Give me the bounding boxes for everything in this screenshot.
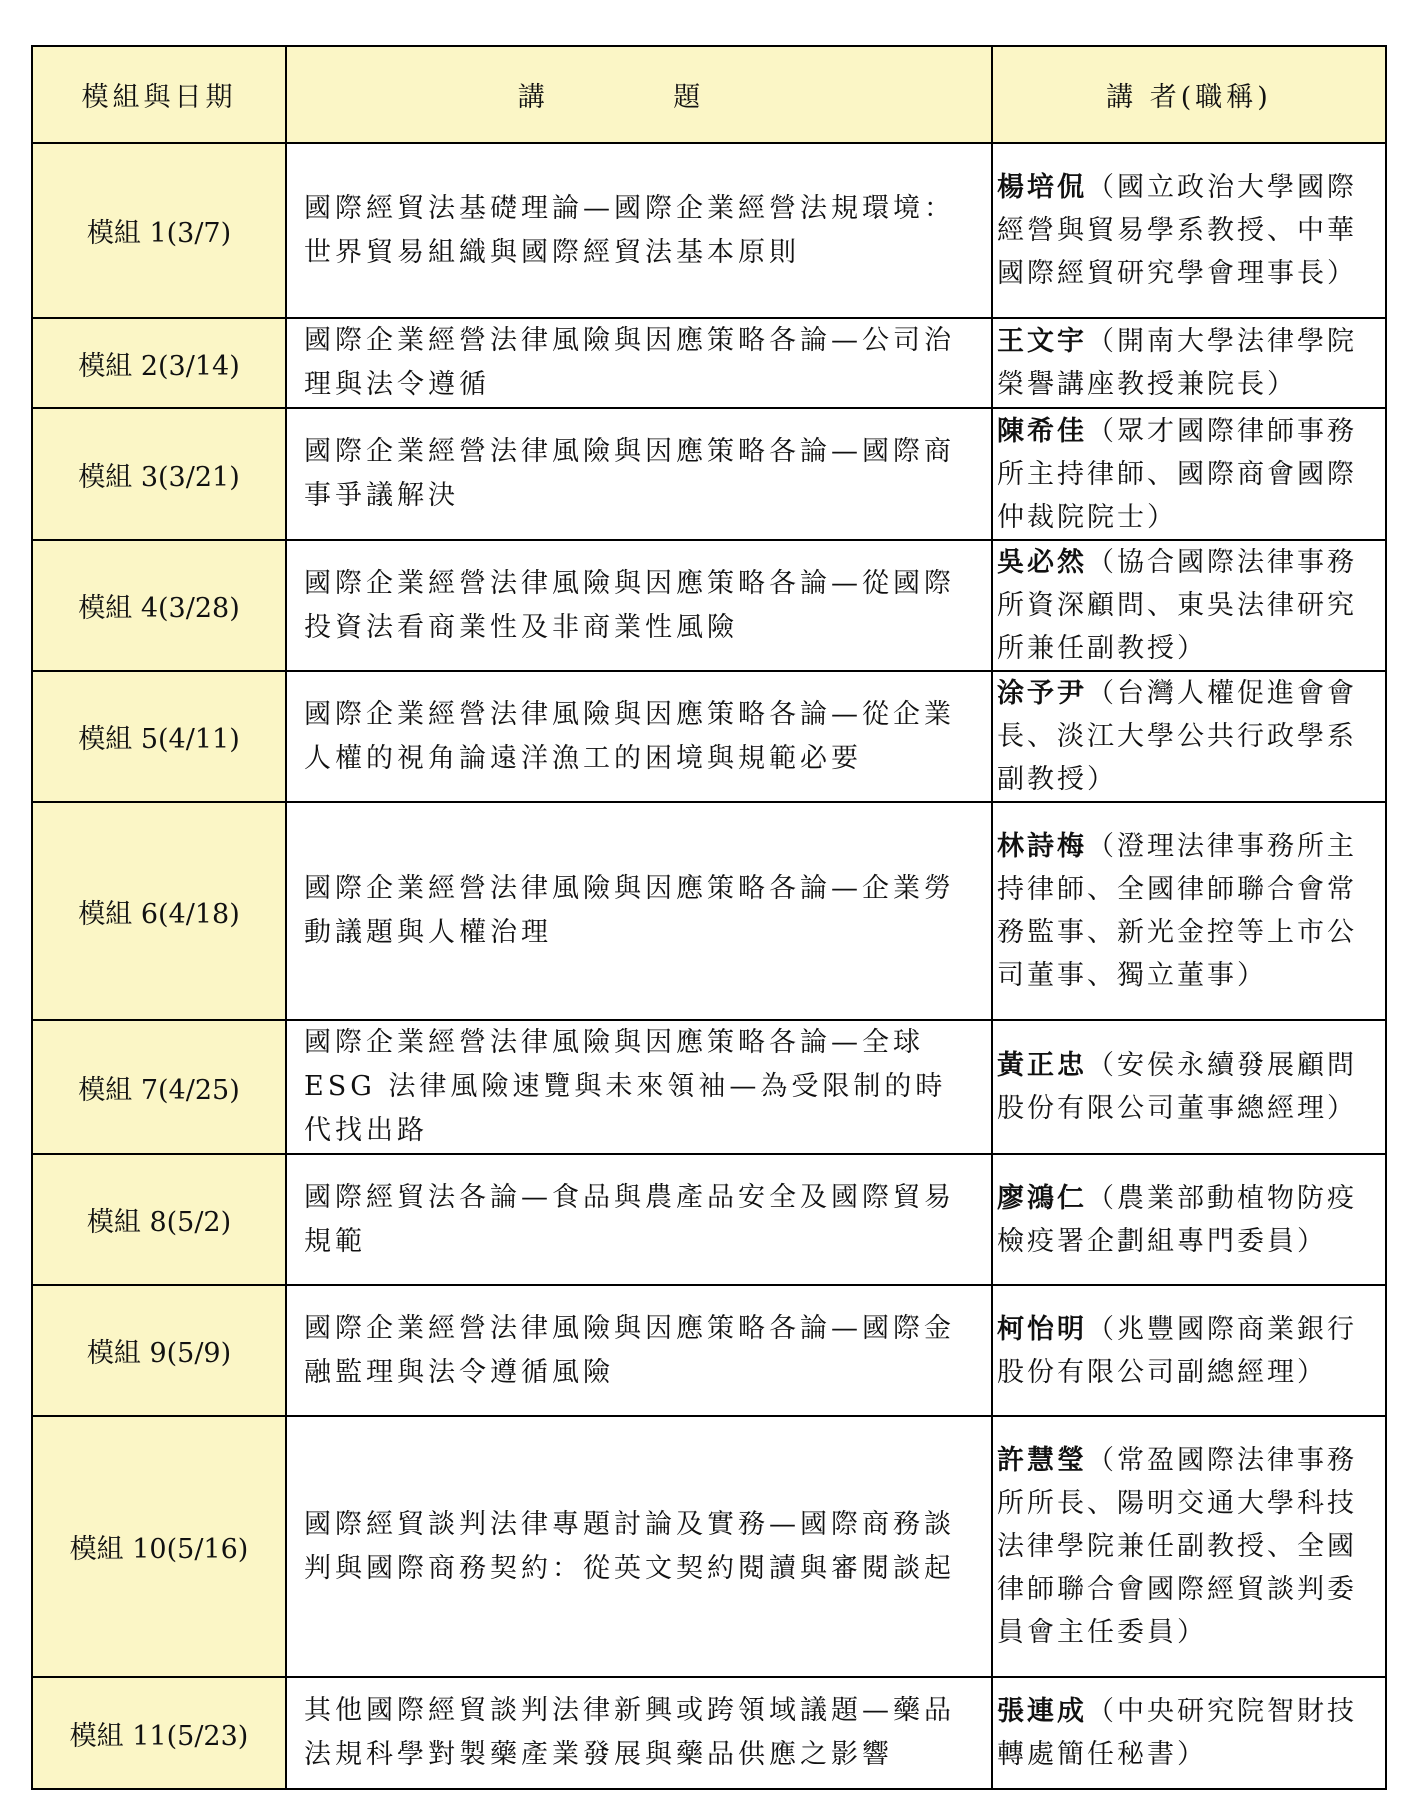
speaker-title: （開南大學法律學院榮譽講座教授兼院長）: [997, 326, 1357, 400]
table-row: [32, 1285, 1386, 1416]
topic-cell: 國際企業經營法律風險與因應策略各論—公司治理與法令遵循: [286, 318, 992, 408]
table-row: [32, 802, 1386, 1020]
table-row: [32, 408, 1386, 540]
table-row: [32, 540, 1386, 671]
speaker-name: 廖鴻仁: [997, 1182, 1087, 1214]
speaker-name: 王文宇: [997, 326, 1087, 357]
header-module: 模組與日期: [32, 46, 286, 143]
speaker-name: 陳希佳: [997, 415, 1087, 447]
speaker-name: 涂予尹: [997, 678, 1087, 709]
speaker-cell: [992, 408, 1386, 540]
module-cell: 模組 1(3/7): [32, 143, 286, 318]
topic-cell: 國際經貿法各論—食品與農產品安全及國際貿易規範: [286, 1154, 992, 1285]
speaker-name: 楊培侃: [997, 172, 1087, 203]
topic-cell: 其他國際經貿談判法律新興或跨領域議題—藥品法規科學對製藥產業發展與藥品供應之影響: [286, 1677, 992, 1789]
module-cell: 模組 8(5/2): [32, 1154, 286, 1285]
speaker-title: （農業部動植物防疫檢疫署企劃組專門委員）: [997, 1182, 1357, 1257]
speaker-cell: [992, 318, 1386, 408]
module-cell: 模組 2(3/14): [32, 318, 286, 408]
speaker-title: （國立政治大學國際經營與貿易學系教授、中華國際經貿研究學會理事長）: [997, 172, 1357, 289]
table-row: [32, 671, 1386, 802]
topic-cell: 國際經貿法基礎理論—國際企業經營法規環境：世界貿易組織與國際經貿法基本原則: [286, 143, 992, 318]
module-cell: 模組 9(5/9): [32, 1285, 286, 1416]
module-cell: 模組 4(3/28): [32, 540, 286, 671]
topic-cell: 國際企業經營法律風險與因應策略各論—全球ESG 法律風險速覽與未來領袖—為受限制的時代找出路: [286, 1020, 992, 1154]
module-cell: 模組 7(4/25): [32, 1020, 286, 1154]
speaker-name: 吳必然: [997, 547, 1087, 578]
topic-cell: 國際企業經營法律風險與因應策略各論—從國際投資法看商業性及非商業性風險: [286, 540, 992, 671]
speaker-title: （安侯永續發展顧問股份有限公司董事總經理）: [997, 1050, 1357, 1124]
speaker-cell: [992, 540, 1386, 671]
speaker-title: （協合國際法律事務所資深顧問、東吳法律研究所兼任副教授）: [997, 547, 1357, 664]
header-topic: 講 題: [286, 46, 992, 143]
table-row: [32, 1154, 1386, 1285]
speaker-cell: [992, 143, 1386, 318]
speaker-cell: [992, 1154, 1386, 1285]
topic-cell: 國際企業經營法律風險與因應策略各論—國際金融監理與法令遵循風險: [286, 1285, 992, 1416]
header-speaker: 講 者(職稱): [992, 46, 1386, 143]
table-row: [32, 143, 1386, 318]
speaker-name: 黃正忠: [997, 1050, 1087, 1081]
speaker-title: （常盈國際法律事務所所長、陽明交通大學科技法律學院兼任副教授、全國律師聯合會國際經貿談判委員會主任委員）: [997, 1445, 1357, 1648]
speaker-cell: [992, 1416, 1386, 1677]
module-cell: 模組 5(4/11): [32, 671, 286, 802]
speaker-title: （眾才國際律師事務所主持律師、國際商會國際仲裁院院士）: [997, 415, 1357, 533]
speaker-cell: [992, 802, 1386, 1020]
module-cell: 模組 6(4/18): [32, 802, 286, 1020]
topic-cell: 國際企業經營法律風險與因應策略各論—企業勞動議題與人權治理: [286, 802, 992, 1020]
table-row: [32, 1020, 1386, 1154]
table-row: [32, 1677, 1386, 1789]
speaker-name: 柯怡明: [997, 1313, 1087, 1345]
speaker-title: （澄理法律事務所主持律師、全國律師聯合會常務監事、新光金控等上市公司董事、獨立董事）: [997, 831, 1357, 991]
speaker-cell: [992, 1020, 1386, 1154]
speaker-name: 許慧瑩: [997, 1445, 1087, 1476]
topic-cell: 國際企業經營法律風險與因應策略各論—從企業人權的視角論遠洋漁工的困境與規範必要: [286, 671, 992, 802]
header-row: [32, 46, 1386, 143]
topic-cell: 國際經貿談判法律專題討論及實務—國際商務談判與國際商務契約：從英文契約閱讀與審閱談起: [286, 1416, 992, 1677]
schedule-table: [31, 45, 1387, 1790]
speaker-cell: [992, 1285, 1386, 1416]
topic-cell: 國際企業經營法律風險與因應策略各論—國際商事爭議解決: [286, 408, 992, 540]
module-cell: 模組 11(5/23): [32, 1677, 286, 1789]
speaker-name: 林詩梅: [997, 831, 1087, 862]
speaker-title: （中央研究院智財技轉處簡任秘書）: [997, 1696, 1357, 1770]
speaker-title: （兆豐國際商業銀行股份有限公司副總經理）: [997, 1313, 1357, 1388]
module-cell: 模組 10(5/16): [32, 1416, 286, 1677]
module-cell: 模組 3(3/21): [32, 408, 286, 540]
table-row: [32, 1416, 1386, 1677]
speaker-cell: [992, 1677, 1386, 1789]
speaker-title: （台灣人權促進會會長、淡江大學公共行政學系副教授）: [997, 678, 1357, 795]
speaker-cell: [992, 671, 1386, 802]
speaker-name: 張連成: [997, 1696, 1087, 1727]
table-row: [32, 318, 1386, 408]
